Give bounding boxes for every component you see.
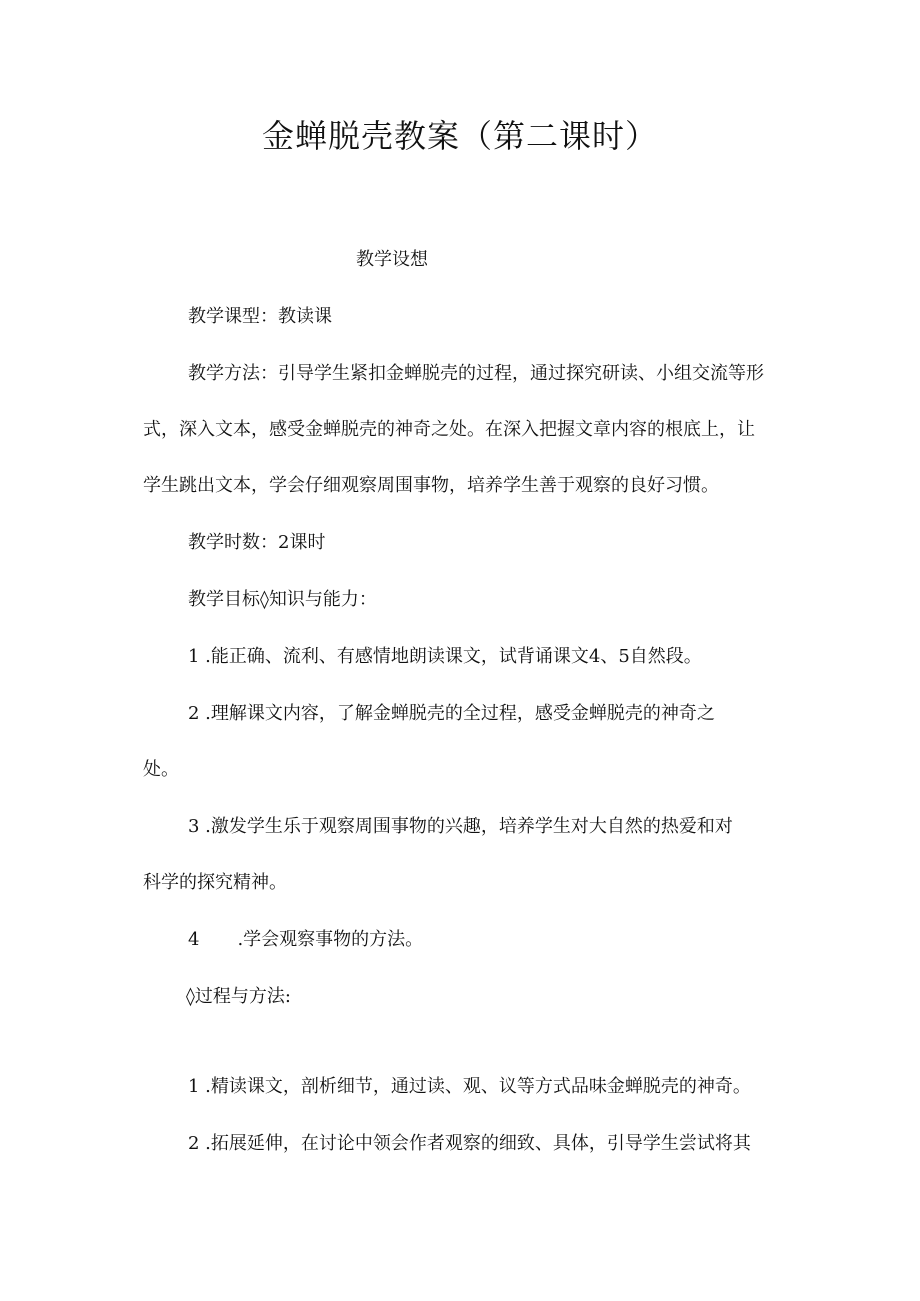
- teaching-method-line-2: 式，深入文本，感受金蝉脱壳的神奇之处。在深入把握文章内容的根底上，让: [143, 419, 755, 440]
- knowledge-item-4-text: .学会观察事物的方法。: [237, 929, 424, 950]
- document-title: 金蝉脱壳教案（第二课时）: [261, 117, 658, 155]
- knowledge-item-3: 3 .激发学生乐于观察周围事物的兴趣，培养学生对大自然的热爱和对: [188, 816, 733, 837]
- process-item-2: 2 .拓展延伸，在讨论中领会作者观察的细致、具体，引导学生尝试将其: [188, 1133, 751, 1154]
- knowledge-item-4-number: 4: [188, 929, 200, 950]
- knowledge-item-2-continued: 处。: [143, 759, 179, 780]
- section-heading: 教学设想: [356, 249, 428, 270]
- knowledge-item-1: 1 .能正确、流利、有感情地朗读课文，试背诵课文4、5自然段。: [188, 646, 702, 667]
- knowledge-item-3-continued: 科学的探究精神。: [143, 872, 287, 893]
- teaching-method-line-1: 教学方法：引导学生紧扣金蝉脱壳的过程，通过探究研读、小组交流等形: [188, 363, 764, 384]
- lesson-hours: 教学时数：2课时: [188, 532, 326, 553]
- goals-heading: 教学目标◊知识与能力：: [188, 589, 377, 610]
- process-heading: ◊过程与方法:: [186, 986, 291, 1007]
- knowledge-item-4: [188, 926, 423, 954]
- knowledge-item-2: 2 .理解课文内容，了解金蝉脱壳的全过程，感受金蝉脱壳的神奇之: [188, 703, 715, 724]
- lesson-type: 教学课型：教读课: [188, 306, 332, 327]
- process-item-1: 1 .精读课文，剖析细节，通过读、观、议等方式品味金蝉脱壳的神奇。: [188, 1076, 751, 1097]
- teaching-method-line-3: 学生跳出文本，学会仔细观察周围事物，培养学生善于观察的良好习惯。: [143, 475, 719, 496]
